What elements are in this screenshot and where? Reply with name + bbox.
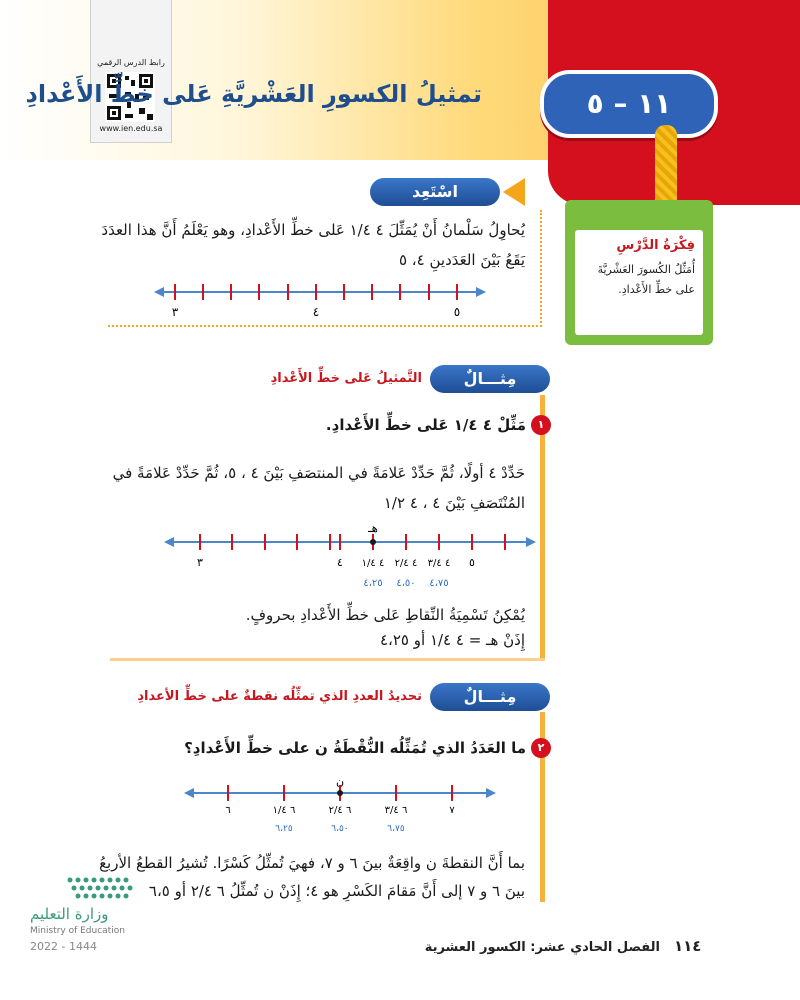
tick-label-6-2-4: ٦ ٢/٤ [328, 805, 352, 816]
example1-question: مَثِّلْ ٤ ١/٤ عَلى خطِّ الأَعْدادِ. [325, 416, 526, 434]
example1-label: مِثـــالٌ [430, 365, 550, 393]
example1-conclusion-line1: يُمْكِنُ تَسْمِيَةُ النِّقاطِ عَلى خطِّ الأَعْدادِ بحروفٍ. [245, 606, 525, 624]
qr-card[interactable] [90, 0, 172, 143]
prepare-text-line1: يُحاوِلُ سَلْمانُ أَنْ يُمَثِّلَ ٤ ١/٤ عَلى خطِّ الأَعْدادِ، وهو يَعْلَمُ أَنَّ هذا العدَدَ [101, 221, 525, 239]
decimal-label-475: ٤،٧٥ [429, 578, 449, 589]
example1-conclusion-line2: إِذَنْ هـ = ٤ ١/٤ أو ٤،٢٥ [379, 631, 525, 649]
decimal-label-625: ٦،٢٥ [275, 824, 293, 834]
qr-url[interactable]: www.ien.edu.sa [99, 124, 163, 133]
tick-label-6: ٦ [225, 805, 231, 816]
lesson-number: ١١ – ٥ [586, 87, 672, 120]
tick-label-7: ٧ [449, 805, 455, 816]
example2-title: تحديدُ العددِ الذي تمثِّلُه نقطةٌ على خطِّ الأعدادِ [137, 689, 422, 704]
example2-label: مِثـــالٌ [430, 683, 550, 711]
tick-label-4-3-4: ٤ ٣/٤ [427, 558, 451, 569]
tick-label-5: ٥ [469, 556, 475, 569]
lesson-idea-title: فِكْرَةُ الدَّرْسِ [616, 238, 695, 253]
tick-label-4-2-4: ٤ ٢/٤ [394, 558, 418, 569]
prepare-text-line2: يَقَعُ بَيْنَ العَدَدينِ ٤، ٥ [398, 251, 525, 269]
example1-number: ١ [531, 415, 551, 435]
example1-step-line1: حَدِّدْ ٤ أولًا، ثُمَّ حَدِّدْ عَلامَةً في المنتصَفِ بَيْنَ ٤ ، ٥، ثُمَّ حَدِّدْ عَلامَةً في [112, 464, 525, 482]
lesson-number-badge [540, 70, 718, 138]
ministry-logo-icon [60, 870, 150, 902]
prepare-number-line [150, 280, 490, 320]
example2-question: ما العَدَدُ الذي تُمَثِّلُه النُّقْطَةُ ن على خطِّ الأَعْدادِ؟ [184, 739, 526, 757]
tick-label-5: ٥ [453, 305, 461, 319]
example2-number-line [180, 775, 500, 845]
lesson-title: تمثيلُ الكسورِ العَشْريَّةِ عَلى خطِّ الأَعْدادِ [25, 80, 482, 108]
example1-number-line [160, 520, 540, 595]
page-number: ١١٤ [674, 937, 702, 955]
tick-label-4-1-4: ٤ ١/٤ [361, 558, 385, 569]
tick-label-4: ٤ [337, 556, 343, 569]
arrow-left-icon [503, 178, 525, 206]
example2-number: ٢ [531, 738, 551, 758]
chapter-footer: الفصل الحادي عشر: الكسور العشرية [424, 940, 660, 955]
tick-label-3: ٣ [197, 556, 203, 569]
ministry-name-ar: وزارة التعليم [30, 905, 109, 923]
lesson-idea-text: أُمَثِّلُ الكُسورَ العَشْريَّةَ على خطِّ الأَعْدادِ. [597, 263, 695, 296]
decimal-label-425: ٤،٢٥ [363, 578, 383, 589]
example1-bottom-rule [110, 658, 545, 661]
decimal-label-650: ٦،٥٠ [331, 824, 349, 834]
prepare-label: اسْتَعِد [370, 178, 500, 206]
ministry-name-en: Ministry of Education [30, 926, 125, 936]
ministry-year: 2022 - 1444 [30, 940, 97, 953]
tick-label-3: ٣ [171, 305, 179, 319]
example1-title: التَّمثيلُ عَلى خطِّ الأَعْدادِ [270, 371, 422, 386]
example1-step-line2: المُنْتَصَفِ بَيْنَ ٤ ، ٤ ١/٢ [383, 494, 525, 512]
tick-label-4: ٤ [312, 305, 320, 319]
example2-answer-line2: بينَ ٦ و ٧ إلى أَنَّ مَقامَ الكَسْرِ هو ٤؛ إِذَنْ ن تُمثِّلُ ٦ ٢/٤ أو ٦،٥ [148, 882, 525, 900]
tick-label-6-3-4: ٦ ٣/٤ [384, 805, 408, 816]
point-label-n: ن [335, 775, 345, 788]
qr-label: رابط الدرس الرقمي [97, 58, 165, 67]
decimal-label-675: ٦،٧٥ [387, 824, 405, 834]
lesson-idea-card [565, 200, 713, 345]
decimal-label-450: ٤،٥٠ [396, 578, 416, 589]
lesson-idea-body [575, 230, 703, 335]
point-label-h: هـ [368, 521, 378, 535]
example2-answer-line1: بما أَنَّ النقطةَ ن واقِعَةٌ بينَ ٦ و ٧، فهيَ تُمثِّلُ كَسْرًا. تُشيرُ القطعُ الأربعُ [99, 854, 525, 872]
tick-label-6-1-4: ٦ ١/٤ [272, 805, 296, 816]
